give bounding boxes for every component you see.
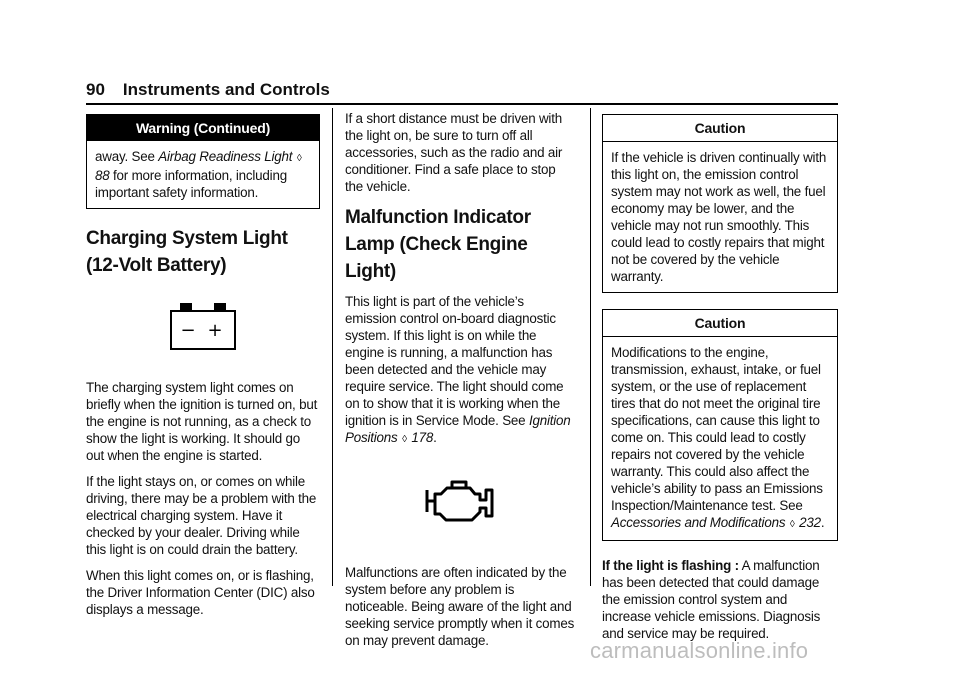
charging-paragraph-2: If the light stays on, or comes on while driving, there may be a problem with the electrical charging system. Have it checked by your dealer. Driving while this light is on could drain the battery. [86,474,317,557]
caution-text-2: Modifications to the engine, transmission, exhaust, intake, or fuel system, or the use of replacement tires that do not meet the original tire specifications, can cause this light to come on. This could lead to costly repairs not covered by the vehicle warranty. This could also affect the vehicle’s ability to pass an Emissions Inspection/Maintenance test. See [611,345,823,513]
accessories-page-ref[interactable]: 232 [799,515,821,530]
warning-text: away. See [95,149,159,164]
airbag-page-ref[interactable]: 88 [95,168,110,183]
caution-box-2 [602,309,838,541]
column-1 [86,114,320,627]
page-ref-icon: ◊ [789,519,795,530]
column-2 [345,110,577,658]
warning-body [87,141,319,208]
page-ref-icon: ◊ [296,153,302,164]
battery-minus: − [180,320,196,341]
section-title: Instruments and Controls [122,80,330,99]
caution-body-1: If the vehicle is driven continually with this light on, the emission control system may not work as well, the fuel economy may be lower, and the vehicle may not run smoothly. This could lead to costly repairs that might not be covered by the vehicle warranty. [611,150,827,284]
warning-title: Warning (Continued) [87,115,319,141]
page-number: 90 [86,80,105,99]
short-distance-paragraph: If a short distance must be driven with the light on, be sure to turn off all accessories, such as the radio and air conditioner. Find a safe place to stop the vehicle. [345,111,563,194]
check-engine-icon [424,478,498,526]
caution-body-2 [603,337,837,540]
column-3 [602,114,838,651]
flashing-text: A malfunction has been detected that could damage the emission control system and increase vehicle emissions. Diagnosis and service may be required. [602,558,821,641]
battery-icon [170,303,236,351]
caution-title-2: Caution [603,310,837,337]
mil-text-end: . [433,430,437,445]
caution-text-end: . [820,515,825,530]
caution-title-1: Caution [603,115,837,142]
page-header [86,80,330,100]
warning-text-2: for more information, including important safety information. [95,168,287,200]
warning-box [86,114,320,209]
flashing-paragraph [602,557,838,642]
malfunctions-paragraph: Malfunctions are often indicated by the system before any problem is noticeable. Being aware of the light and seeking service promptly when it comes on may prevent damage. [345,565,575,648]
ignition-page-ref[interactable]: 178 [411,430,434,445]
charging-paragraph-1: The charging system light comes on briefly when the ignition is turned on, but the engine is not running, as a check to show the light is working. It should go out when the engine is started. [86,380,318,463]
airbag-readiness-link[interactable]: Airbag Readiness Light [158,149,293,164]
charging-system-heading: Charging System Light (12-Volt Battery) [86,228,288,276]
caution-box-1 [602,114,838,293]
mil-paragraph [345,293,577,448]
page-ref-icon: ◊ [402,434,407,445]
engine-icon-container [345,478,577,526]
flashing-label: If the light is flashing : [602,558,739,573]
charging-paragraph-3: When this light comes on, or is flashing, the Driver Information Center (DIC) also displays a message. [86,568,315,617]
ignition-positions-link[interactable]: Ignition Positions [345,413,571,445]
column-divider-1 [332,108,333,586]
mil-text: This light is part of the vehicle’s emission control on-board diagnostic system. If this light is on while the engine is running, a malfunction has been detected and the vehicle may require service. The light should come on to show that it is working when the ignition is in Service Mode. See [345,294,564,428]
battery-plus: + [207,320,223,341]
battery-icon-container [86,303,320,351]
header-rule [86,103,838,105]
accessories-link[interactable]: Accessories and Modifications [611,515,786,530]
malfunction-lamp-heading: Malfunction Indicator Lamp (Check Engine Light) [345,207,531,282]
column-divider-2 [590,108,591,586]
watermark: carmanualsonline.info [590,638,809,663]
